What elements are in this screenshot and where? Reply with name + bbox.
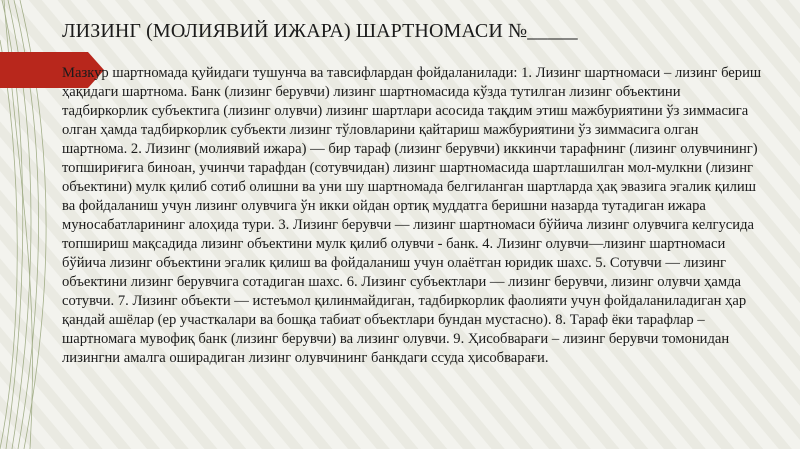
slide-title: ЛИЗИНГ (МОЛИЯВИЙ ИЖАРА) ШАРТНОМАСИ №_____ bbox=[62, 20, 578, 42]
slide-body-text: Мазкур шартномада қуйидаги тушунча ва тавсифлардан фойдаланилади: 1. Лизинг шартномаси – лизинг бериш ҳақидаги шартнома. Банк (лизинг берувчи) лизинг шартномасида кўзда тутилган лизинг объектини тадбиркорлик субъектига (лизинг олувчи) лизинг шартлари асосида тақдим этиш мажбуриятини ўз зиммасига олган ҳамда тадбиркорлик субъекти лизинг тўловларини қайтариш мажбуриятини ўз зиммасига олган шартнома. 2. Лизинг (молиявий ижара) — бир тараф (лизинг берувчи) иккинчи тарафнинг (лизинг олувчининг) топшириғига биноан, учинчи тарафдан (сотувчидан) лизинг шартномасида шартлашилган мол-мулкни (лизинг объектини) мулк қилиб сотиб олишни ва уни шу шартномада белгиланган шартларда ҳақ эвазига эгалик қилиш ва фойдаланиш учун лизинг олувчига ўн икки ойдан ортиқ муддатга беришни назарда тутадиган ижара муносабатларининг алоҳида тури. 3. Лизинг берувчи — лизинг шартномаси бўйича лизинг олувчига келгусида топшириш мақсадида лизинг объектини мулк қилиб олувчи - банк. 4. Лизинг олувчи—лизинг шартномаси бўйича лизинг объектини эгалик қилиш ва фойдаланиш учун олаётган юридик шахс. 5. Сотувчи — лизинг объектини лизинг берувчига сотадиган шахс. 6. Лизинг субъектлари — лизинг берувчи, лизинг олувчи ҳамда сотувчи. 7. Лизинг объекти — истеъмол қилинмайдиган, тадбиркорлик фаолияти учун фойдаланиладиган ҳар қандай ашёлар (ер участкалари ва бошқа табиат объектлари бундан мустасно). 8. Тараф ёки тарафлар – шартномага мувофиқ банк (лизинг берувчи) ва лизинг олувчи. 9. Ҳисобварағи – лизинг берувчи томонидан лизингни амалга оширадиган лизинг олувчининг банкдаги ссуда ҳисобварағи. bbox=[62, 65, 762, 366]
